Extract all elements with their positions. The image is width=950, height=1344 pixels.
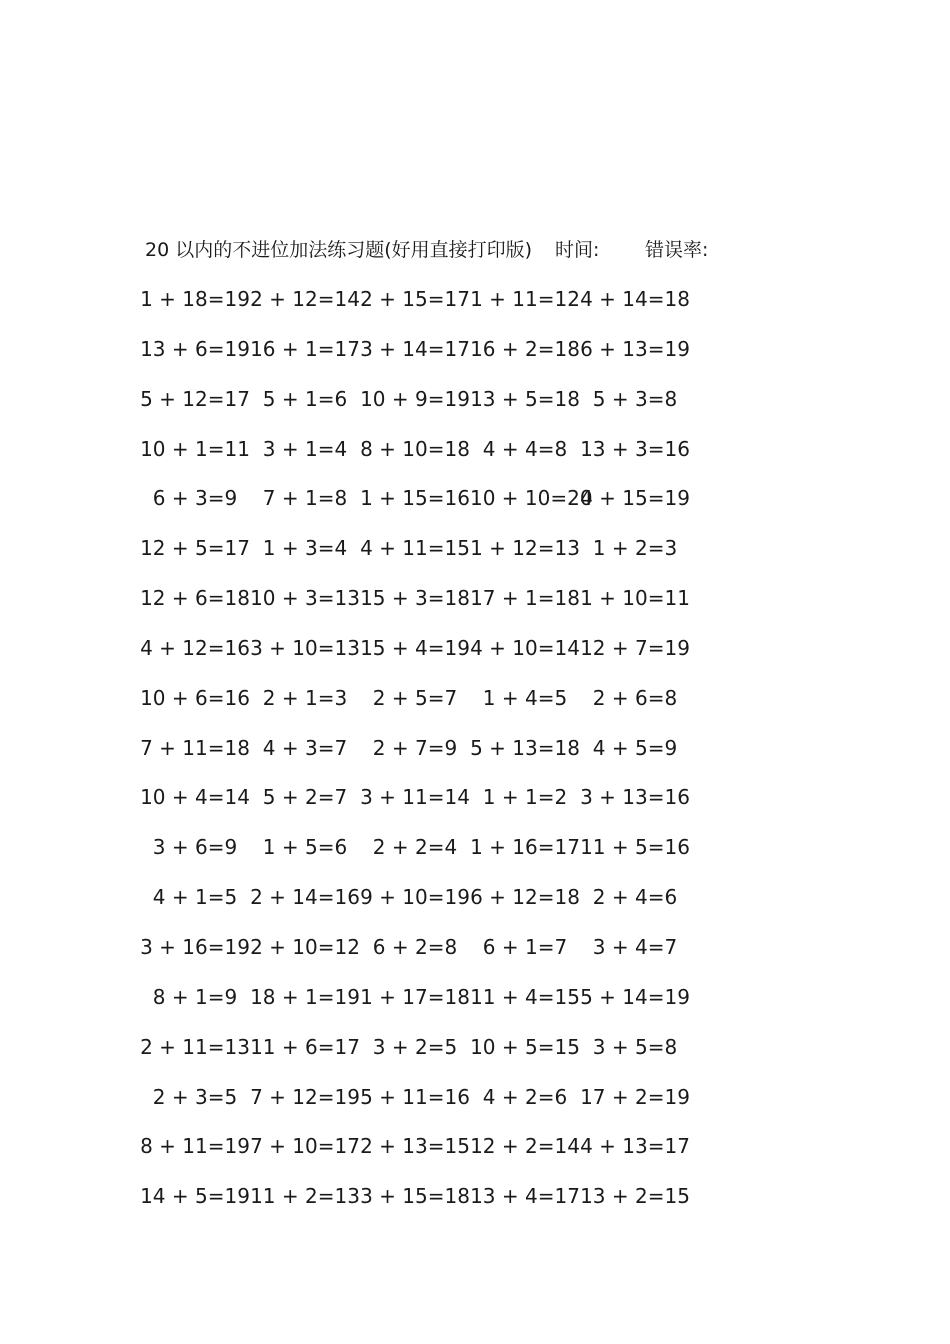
error-rate-label: 错误率: xyxy=(645,239,709,261)
addition-problem: 4 + 5=9 xyxy=(592,735,678,760)
addition-problem: 17 + 1=18 xyxy=(470,586,580,611)
problem-row xyxy=(140,883,760,933)
addition-problem: 1 + 2=3 xyxy=(592,536,678,561)
addition-problem: 10 + 4=14 xyxy=(140,785,250,810)
addition-problem: 13 + 6=19 xyxy=(140,336,250,361)
addition-problem: 2 + 4=6 xyxy=(592,885,678,910)
addition-problem: 7 + 10=17 xyxy=(250,1134,360,1159)
addition-problem: 3 + 16=19 xyxy=(140,934,250,959)
problem-row xyxy=(140,1182,760,1232)
addition-problem: 3 + 14=17 xyxy=(360,336,470,361)
problem-row xyxy=(140,983,760,1033)
addition-problem: 4 + 11=15 xyxy=(360,536,470,561)
addition-problem: 3 + 13=16 xyxy=(580,785,690,810)
problem-row xyxy=(140,584,760,634)
problem-row xyxy=(140,734,760,784)
addition-problem: 1 + 3=4 xyxy=(262,536,348,561)
addition-problem: 2 + 11=13 xyxy=(140,1034,250,1059)
addition-problem: 3 + 5=8 xyxy=(592,1034,678,1059)
addition-problem: 5 + 12=17 xyxy=(140,386,250,411)
addition-problem: 11 + 6=17 xyxy=(250,1034,360,1059)
addition-problem: 15 + 4=19 xyxy=(360,635,470,660)
addition-problem: 6 + 13=19 xyxy=(580,336,690,361)
addition-problem: 2 + 5=7 xyxy=(372,685,458,710)
addition-problem: 2 + 14=16 xyxy=(250,885,360,910)
problem-row xyxy=(140,634,760,684)
addition-problem: 11 + 4=15 xyxy=(470,984,580,1009)
addition-problem: 1 + 15=16 xyxy=(360,486,470,511)
addition-problem: 2 + 7=9 xyxy=(372,735,458,760)
addition-problem: 4 + 13=17 xyxy=(580,1134,690,1159)
addition-problem: 4 + 1=5 xyxy=(152,885,238,910)
problem-grid xyxy=(140,285,760,1232)
addition-problem: 2 + 10=12 xyxy=(250,934,360,959)
addition-problem: 16 + 1=17 xyxy=(250,336,360,361)
addition-problem: 12 + 7=19 xyxy=(580,635,690,660)
problem-row xyxy=(140,783,760,833)
problem-row xyxy=(140,534,760,584)
addition-problem: 10 + 10=20 xyxy=(470,486,593,511)
addition-problem: 6 + 2=8 xyxy=(372,934,458,959)
problem-row xyxy=(140,385,760,435)
addition-problem: 8 + 1=9 xyxy=(152,984,238,1009)
addition-problem: 10 + 9=19 xyxy=(360,386,470,411)
addition-problem: 3 + 6=9 xyxy=(152,835,238,860)
addition-problem: 2 + 3=5 xyxy=(152,1084,238,1109)
addition-problem: 6 + 3=9 xyxy=(152,486,238,511)
addition-problem: 12 + 2=14 xyxy=(470,1134,580,1159)
addition-problem: 13 + 4=17 xyxy=(470,1184,580,1209)
addition-problem: 3 + 11=14 xyxy=(360,785,470,810)
addition-problem: 12 + 6=18 xyxy=(140,586,250,611)
addition-problem: 1 + 16=17 xyxy=(470,835,580,860)
problem-row xyxy=(140,335,760,385)
addition-problem: 11 + 2=13 xyxy=(250,1184,360,1209)
addition-problem: 1 + 18=19 xyxy=(140,287,250,311)
addition-problem: 5 + 14=19 xyxy=(580,984,690,1009)
addition-problem: 6 + 12=18 xyxy=(470,885,580,910)
addition-problem: 10 + 1=11 xyxy=(140,436,250,461)
addition-problem: 1 + 12=13 xyxy=(470,536,580,561)
addition-problem: 17 + 2=19 xyxy=(580,1084,690,1109)
addition-problem: 5 + 13=18 xyxy=(470,735,580,760)
addition-problem: 4 + 14=18 xyxy=(580,287,690,311)
addition-problem: 7 + 1=8 xyxy=(262,486,348,511)
problem-row xyxy=(140,1132,760,1182)
problem-row xyxy=(140,684,760,734)
addition-problem: 3 + 2=5 xyxy=(372,1034,458,1059)
worksheet-header xyxy=(145,236,845,264)
addition-problem: 2 + 12=14 xyxy=(250,287,360,311)
addition-problem: 1 + 17=18 xyxy=(360,984,470,1009)
addition-problem: 12 + 5=17 xyxy=(140,536,250,561)
addition-problem: 1 + 4=5 xyxy=(482,685,568,710)
addition-problem: 4 + 15=19 xyxy=(580,486,690,511)
addition-problem: 14 + 5=19 xyxy=(140,1184,250,1209)
addition-problem: 2 + 1=3 xyxy=(262,685,348,710)
addition-problem: 8 + 11=19 xyxy=(140,1134,250,1159)
addition-problem: 1 + 11=12 xyxy=(470,287,580,311)
addition-problem: 4 + 3=7 xyxy=(262,735,348,760)
addition-problem: 9 + 10=19 xyxy=(360,885,470,910)
addition-problem: 10 + 5=15 xyxy=(470,1034,580,1059)
problem-row xyxy=(140,833,760,883)
addition-problem: 3 + 15=18 xyxy=(360,1184,470,1209)
addition-problem: 5 + 2=7 xyxy=(262,785,348,810)
addition-problem: 5 + 1=6 xyxy=(262,386,348,411)
addition-problem: 1 + 10=11 xyxy=(580,586,690,611)
problem-row xyxy=(140,435,760,485)
addition-problem: 18 + 1=19 xyxy=(250,984,360,1009)
addition-problem: 13 + 3=16 xyxy=(580,436,690,461)
problem-row xyxy=(140,1083,760,1133)
addition-problem: 4 + 4=8 xyxy=(482,436,568,461)
addition-problem: 1 + 5=6 xyxy=(262,835,348,860)
addition-problem: 6 + 1=7 xyxy=(482,934,568,959)
addition-problem: 4 + 12=16 xyxy=(140,635,250,660)
problem-row xyxy=(140,285,760,335)
addition-problem: 3 + 1=4 xyxy=(262,436,348,461)
addition-problem: 13 + 5=18 xyxy=(470,386,580,411)
addition-problem: 2 + 6=8 xyxy=(592,685,678,710)
addition-problem: 7 + 12=19 xyxy=(250,1084,360,1109)
addition-problem: 1 + 1=2 xyxy=(482,785,568,810)
addition-problem: 10 + 3=13 xyxy=(250,586,360,611)
addition-problem: 5 + 11=16 xyxy=(360,1084,470,1109)
problem-row xyxy=(140,1033,760,1083)
worksheet-title: 20 以内的不进位加法练习题(好用直接打印版) xyxy=(145,239,533,261)
addition-problem: 15 + 3=18 xyxy=(360,586,470,611)
addition-problem: 5 + 3=8 xyxy=(592,386,678,411)
addition-problem: 4 + 2=6 xyxy=(482,1084,568,1109)
addition-problem: 2 + 13=15 xyxy=(360,1134,470,1159)
time-label: 时间: xyxy=(555,239,600,261)
addition-problem: 10 + 6=16 xyxy=(140,685,250,710)
addition-problem: 3 + 4=7 xyxy=(592,934,678,959)
addition-problem: 16 + 2=18 xyxy=(470,336,580,361)
addition-problem: 3 + 10=13 xyxy=(250,635,360,660)
problem-row xyxy=(140,933,760,983)
addition-problem: 13 + 2=15 xyxy=(580,1184,690,1209)
addition-problem: 11 + 5=16 xyxy=(580,835,690,860)
addition-problem: 4 + 10=14 xyxy=(470,635,580,660)
addition-problem: 2 + 2=4 xyxy=(372,835,458,860)
addition-problem: 2 + 15=17 xyxy=(360,287,470,311)
problem-row xyxy=(140,484,760,534)
addition-problem: 8 + 10=18 xyxy=(360,436,470,461)
addition-problem: 7 + 11=18 xyxy=(140,735,250,760)
